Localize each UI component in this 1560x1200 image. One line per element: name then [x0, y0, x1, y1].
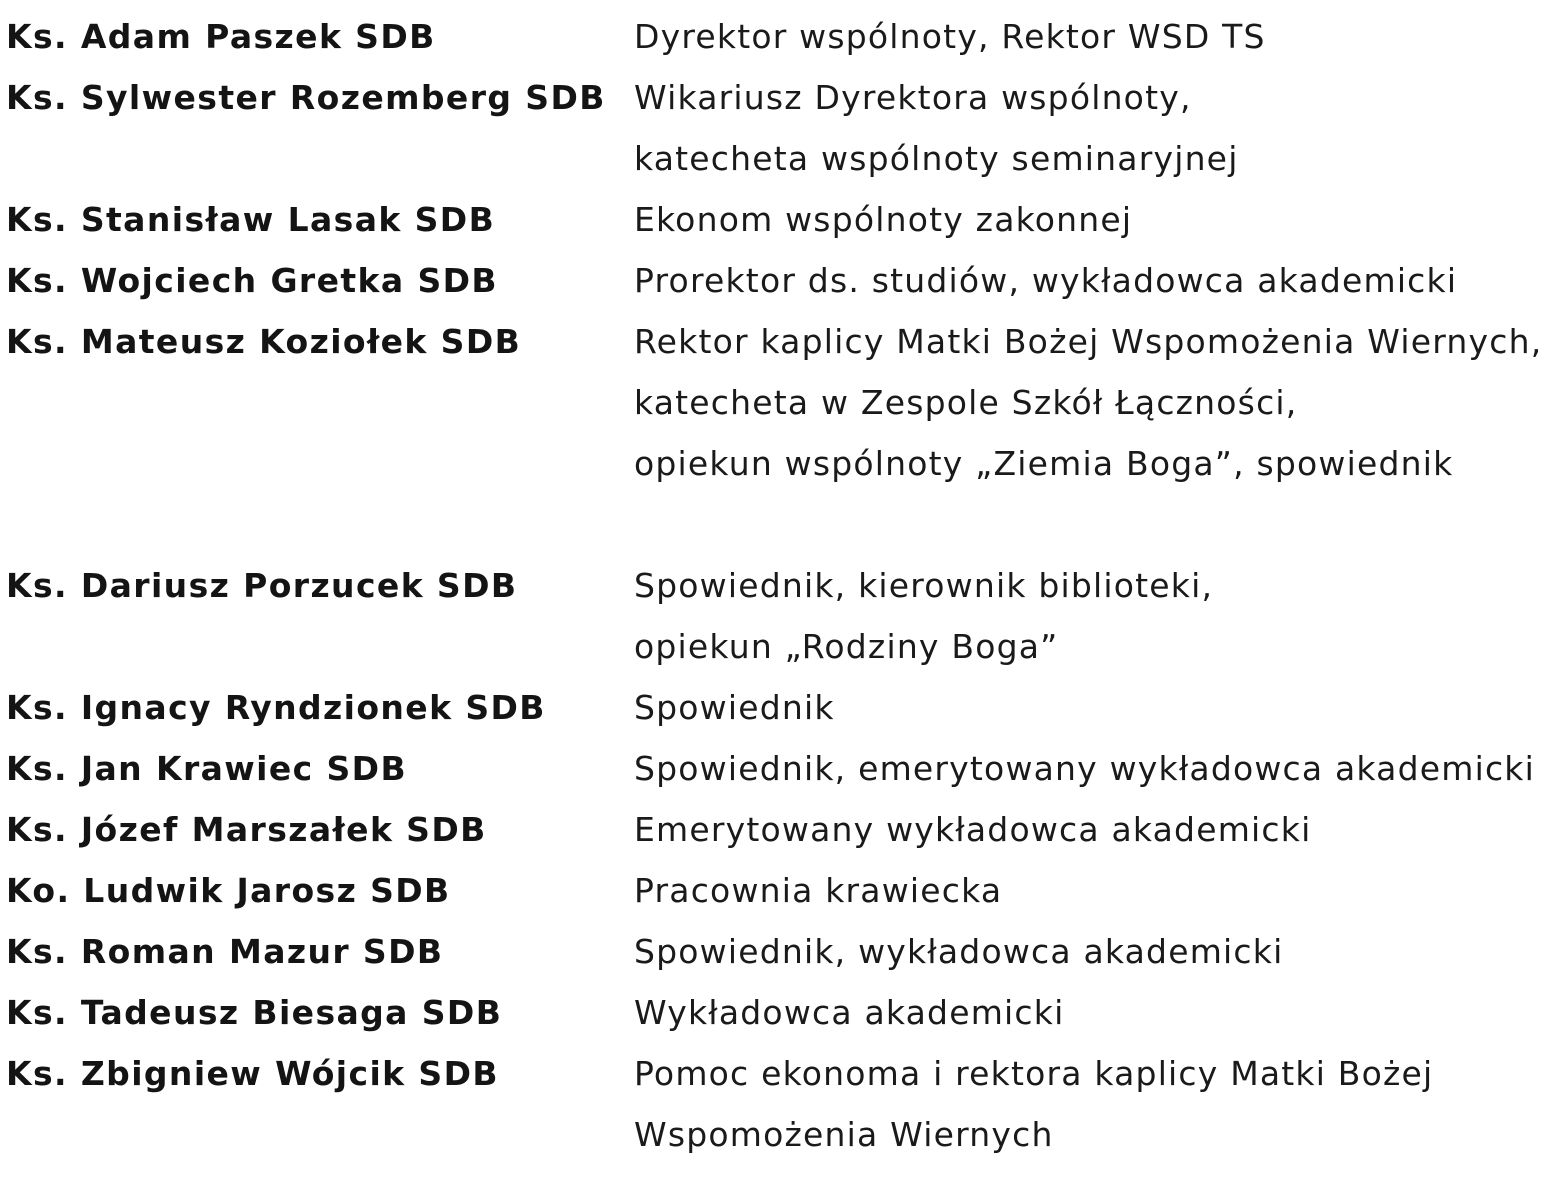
role-line: Emerytowany wykładowca akademicki — [634, 810, 1312, 849]
role-line: Wykładowca akademicki — [634, 993, 1065, 1032]
role-line: Spowiednik, kierownik biblioteki, — [634, 566, 1214, 605]
role-line: opiekun „Rodziny Boga” — [634, 627, 1059, 666]
person-name: Ks. Tadeusz Biesaga SDB — [6, 993, 503, 1032]
person-roles — [634, 799, 1554, 860]
role-line: opiekun wspólnoty „Ziemia Boga”, spowiednik — [634, 444, 1454, 483]
role-line: katecheta w Zespole Szkół Łączności, — [634, 383, 1298, 422]
person-name: Ko. Ludwik Jarosz SDB — [6, 871, 451, 910]
person-roles — [634, 738, 1554, 799]
role-line: Spowiednik, emerytowany wykładowca akademicki — [634, 749, 1535, 788]
person-name: Ks. Adam Paszek SDB — [6, 17, 436, 56]
roster-row — [6, 921, 1554, 982]
person-name: Ks. Sylwester Rozemberg SDB — [6, 78, 606, 117]
person-name: Ks. Zbigniew Wójcik SDB — [6, 1054, 499, 1093]
role-line: Spowiednik, wykładowca akademicki — [634, 932, 1284, 971]
person-roles — [634, 677, 1554, 738]
person-roles — [634, 250, 1554, 311]
person-name: Ks. Roman Mazur SDB — [6, 932, 444, 971]
role-line: Rektor kaplicy Matki Bożej Wspomożenia Wiernych, — [634, 322, 1543, 361]
roster-row — [6, 555, 1554, 677]
roster-row — [6, 860, 1554, 921]
role-line: Wikariusz Dyrektora wspólnoty, — [634, 78, 1192, 117]
person-roles — [634, 555, 1554, 677]
roster-row — [6, 311, 1554, 494]
roster-row — [6, 799, 1554, 860]
person-name: Ks. Józef Marszałek SDB — [6, 810, 487, 849]
role-line: Ekonom wspólnoty zakonnej — [634, 200, 1133, 239]
person-roles — [634, 982, 1554, 1043]
roster-row — [6, 189, 1554, 250]
role-line: Pracownia krawiecka — [634, 871, 1003, 910]
role-line: katecheta wspólnoty seminaryjnej — [634, 139, 1239, 178]
person-name: Ks. Stanisław Lasak SDB — [6, 200, 496, 239]
person-name: Ks. Wojciech Gretka SDB — [6, 261, 498, 300]
person-roles — [634, 921, 1554, 982]
person-roles — [634, 860, 1554, 921]
role-line: Dyrektor wspólnoty, Rektor WSD TS — [634, 17, 1266, 56]
roster-row — [6, 982, 1554, 1043]
roster-row — [6, 1043, 1554, 1165]
person-roles — [634, 311, 1554, 494]
roster-row — [6, 67, 1554, 189]
roster-row — [6, 6, 1554, 67]
roster-row — [6, 738, 1554, 799]
role-line: Pomoc ekonoma i rektora kaplicy Matki Bożej — [634, 1054, 1434, 1093]
person-roles — [634, 189, 1554, 250]
role-line: Wspomożenia Wiernych — [634, 1115, 1054, 1154]
person-roles — [634, 1043, 1554, 1165]
person-name: Ks. Ignacy Ryndzionek SDB — [6, 688, 546, 727]
staff-roster — [6, 6, 1554, 1165]
person-roles — [634, 67, 1554, 189]
person-name: Ks. Dariusz Porzucek SDB — [6, 566, 518, 605]
roster-row — [6, 677, 1554, 738]
role-line: Spowiednik — [634, 688, 835, 727]
person-name: Ks. Mateusz Koziołek SDB — [6, 322, 522, 361]
person-roles — [634, 6, 1554, 67]
role-line: Prorektor ds. studiów, wykładowca akademicki — [634, 261, 1458, 300]
roster-row — [6, 250, 1554, 311]
person-name: Ks. Jan Krawiec SDB — [6, 749, 408, 788]
section-spacer — [6, 494, 1554, 555]
